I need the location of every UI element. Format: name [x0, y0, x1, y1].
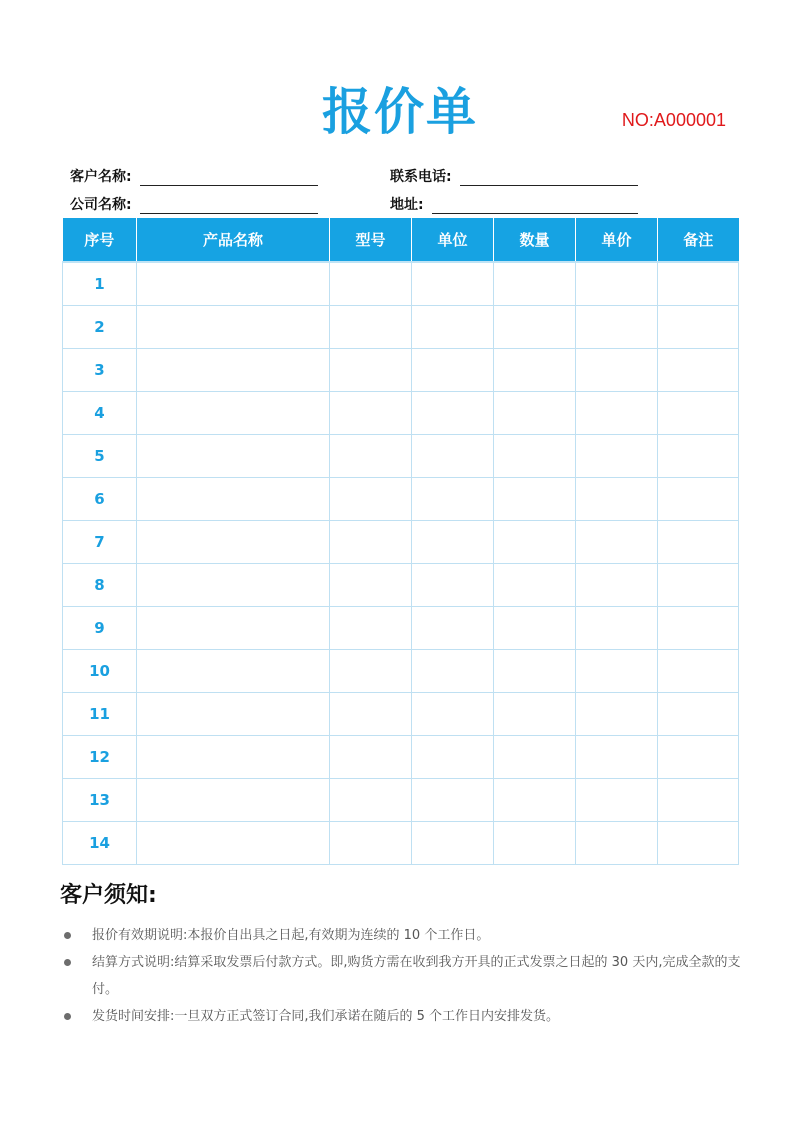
table-cell[interactable]: [412, 521, 494, 564]
table-cell[interactable]: [658, 435, 739, 478]
page-title: 报价单: [322, 83, 478, 141]
row-number: 3: [63, 349, 137, 392]
row-number: 6: [63, 478, 137, 521]
table-row: [63, 306, 739, 349]
table-cell[interactable]: [494, 262, 576, 306]
table-row: [63, 478, 739, 521]
table-cell[interactable]: [658, 564, 739, 607]
table-cell[interactable]: [330, 779, 412, 822]
row-number: 9: [63, 607, 137, 650]
notice-item-text: 发货时间安排:一旦双方正式签订合同,我们承诺在随后的 5 个工作日内安排发货。: [92, 1009, 560, 1024]
table-cell[interactable]: [576, 822, 658, 865]
row-number: 10: [63, 650, 137, 693]
table-cell[interactable]: [576, 435, 658, 478]
column-header: 数量: [494, 218, 576, 262]
table-cell[interactable]: [412, 392, 494, 435]
table-cell[interactable]: [576, 392, 658, 435]
column-header: 单价: [576, 218, 658, 262]
table-cell[interactable]: [658, 262, 739, 306]
table-cell[interactable]: [576, 564, 658, 607]
table-cell[interactable]: [137, 564, 330, 607]
row-number: 1: [63, 262, 137, 306]
table-cell[interactable]: [330, 521, 412, 564]
column-header: 产品名称: [137, 218, 330, 262]
notice-item: [60, 949, 750, 1003]
table-cell[interactable]: [494, 306, 576, 349]
table-cell[interactable]: [137, 262, 330, 306]
row-number: 12: [63, 736, 137, 779]
quote-table: [62, 218, 739, 865]
table-cell[interactable]: [658, 306, 739, 349]
notice-list: [60, 922, 750, 1030]
company-name-line[interactable]: [140, 199, 318, 214]
table-cell[interactable]: [137, 349, 330, 392]
table-cell[interactable]: [330, 650, 412, 693]
notice-item: [60, 922, 750, 949]
table-cell[interactable]: [137, 478, 330, 521]
table-cell[interactable]: [412, 607, 494, 650]
table-cell[interactable]: [658, 607, 739, 650]
bullet-icon: [64, 1013, 71, 1020]
table-row: [63, 349, 739, 392]
table-cell[interactable]: [494, 779, 576, 822]
table-cell[interactable]: [137, 779, 330, 822]
table-cell[interactable]: [412, 349, 494, 392]
table-cell[interactable]: [137, 521, 330, 564]
notice-item: [60, 1003, 750, 1030]
row-number: 5: [63, 435, 137, 478]
table-cell[interactable]: [412, 736, 494, 779]
table-cell[interactable]: [330, 693, 412, 736]
table-cell[interactable]: [576, 306, 658, 349]
table-cell[interactable]: [412, 478, 494, 521]
table-cell[interactable]: [330, 306, 412, 349]
table-cell[interactable]: [330, 607, 412, 650]
row-number: 4: [63, 392, 137, 435]
table-cell[interactable]: [658, 349, 739, 392]
column-header: 单位: [412, 218, 494, 262]
table-cell[interactable]: [412, 822, 494, 865]
document-number: NO:A000001: [621, 110, 726, 130]
table-cell[interactable]: [494, 650, 576, 693]
table-cell[interactable]: [658, 822, 739, 865]
bullet-icon: [64, 959, 71, 966]
table-cell[interactable]: [330, 564, 412, 607]
table-header-row: [63, 218, 739, 262]
table-row: [63, 262, 739, 306]
table-cell[interactable]: [330, 262, 412, 306]
table-cell[interactable]: [494, 349, 576, 392]
table-cell[interactable]: [576, 693, 658, 736]
table-cell[interactable]: [494, 693, 576, 736]
table-cell[interactable]: [412, 435, 494, 478]
table-cell[interactable]: [494, 392, 576, 435]
company-name-label: 公司名称:: [70, 197, 132, 213]
customer-name-label: 客户名称:: [70, 169, 132, 185]
address-line[interactable]: [432, 199, 638, 214]
table-cell[interactable]: [137, 306, 330, 349]
table-row: [63, 521, 739, 564]
table-cell[interactable]: [330, 392, 412, 435]
table-cell[interactable]: [576, 349, 658, 392]
table-cell[interactable]: [137, 435, 330, 478]
company-name-field: [70, 194, 318, 214]
customer-name-line[interactable]: [140, 171, 318, 186]
table-row: [63, 736, 739, 779]
table-cell[interactable]: [494, 521, 576, 564]
table-row: [63, 392, 739, 435]
notice-item-text: 报价有效期说明:本报价自出具之日起,有效期为连续的 10 个工作日。: [92, 928, 490, 943]
table-cell[interactable]: [494, 478, 576, 521]
table-cell[interactable]: [576, 650, 658, 693]
table-cell[interactable]: [137, 693, 330, 736]
table-cell[interactable]: [494, 435, 576, 478]
phone-label: 联系电话:: [390, 169, 452, 185]
table-cell[interactable]: [658, 693, 739, 736]
table-cell[interactable]: [412, 779, 494, 822]
table-cell[interactable]: [330, 435, 412, 478]
table-cell[interactable]: [576, 736, 658, 779]
table-cell[interactable]: [658, 779, 739, 822]
column-header: 型号: [330, 218, 412, 262]
table-cell[interactable]: [412, 306, 494, 349]
table-cell[interactable]: [412, 650, 494, 693]
table-row: [63, 822, 739, 865]
notice-heading: 客户须知:: [60, 883, 157, 908]
table-cell[interactable]: [576, 607, 658, 650]
table-cell[interactable]: [658, 392, 739, 435]
table-cell[interactable]: [494, 607, 576, 650]
phone-line[interactable]: [460, 171, 638, 186]
table-cell[interactable]: [137, 736, 330, 779]
row-number: 2: [63, 306, 137, 349]
customer-name-field: [70, 166, 318, 186]
table-cell[interactable]: [658, 478, 739, 521]
table-cell[interactable]: [137, 392, 330, 435]
table-cell[interactable]: [412, 693, 494, 736]
table-cell[interactable]: [330, 349, 412, 392]
table-cell[interactable]: [576, 521, 658, 564]
table-cell[interactable]: [658, 521, 739, 564]
table-cell[interactable]: [494, 564, 576, 607]
table-cell[interactable]: [494, 822, 576, 865]
table-cell[interactable]: [330, 478, 412, 521]
table-cell[interactable]: [412, 564, 494, 607]
row-number: 11: [63, 693, 137, 736]
notice-item-text: 结算方式说明:结算采取发票后付款方式。即,购货方需在收到我方开具的正式发票之日起的 30 天内,完成全款的支付。: [92, 955, 741, 997]
bullet-icon: [64, 932, 71, 939]
table-cell[interactable]: [137, 607, 330, 650]
column-header: 序号: [63, 218, 137, 262]
table-cell[interactable]: [330, 822, 412, 865]
row-number: 7: [63, 521, 137, 564]
table-cell[interactable]: [137, 822, 330, 865]
address-label: 地址:: [390, 197, 424, 213]
table-cell[interactable]: [412, 262, 494, 306]
row-number: 8: [63, 564, 137, 607]
table-row: [63, 435, 739, 478]
table-cell[interactable]: [658, 650, 739, 693]
table-cell[interactable]: [137, 650, 330, 693]
phone-field: [390, 166, 638, 186]
column-header: 备注: [658, 218, 739, 262]
table-cell[interactable]: [576, 478, 658, 521]
table-row: [63, 607, 739, 650]
table-body: [63, 262, 739, 865]
table-cell[interactable]: [494, 736, 576, 779]
table-cell[interactable]: [330, 736, 412, 779]
address-field: [390, 194, 638, 214]
table-cell[interactable]: [576, 779, 658, 822]
table-cell[interactable]: [576, 262, 658, 306]
table-row: [63, 564, 739, 607]
table-cell[interactable]: [658, 736, 739, 779]
row-number: 13: [63, 779, 137, 822]
row-number: 14: [63, 822, 137, 865]
table-row: [63, 779, 739, 822]
table-row: [63, 693, 739, 736]
table-row: [63, 650, 739, 693]
